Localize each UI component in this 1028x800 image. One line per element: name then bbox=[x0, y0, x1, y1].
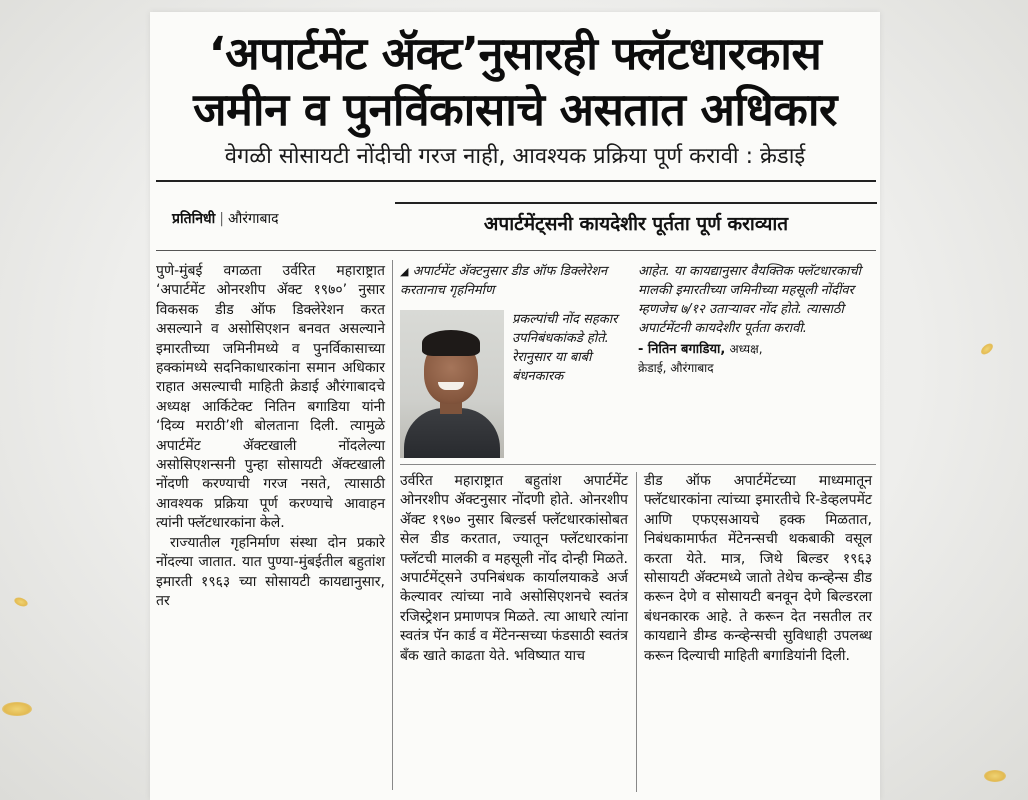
headline bbox=[150, 26, 880, 138]
divider-rule bbox=[156, 180, 876, 182]
subheadline: वेगळी सोसायटी नोंदीची गरज नाही, आवश्यक प्रक्रिया पूर्ण करावी : क्रेडाई bbox=[224, 144, 806, 169]
divider-rule-box bbox=[400, 464, 876, 465]
article-column-3: डीड ऑफ अपार्टमेंटच्या माध्यमातून फ्लॅटधारकांना त्यांच्या इमारतीचे रि-डेव्हलपमेंट आणि एफएसआयचे हक्क मिळतात, निबंधकामार्फत मेंटेनन्सची थकबाकी वसूल करता येते. मात्र, जिथे बिल्डर १९६३ सोसायटी ॲक्टमध्ये जातो तेथेच कन्व्हेन्स डीड करून देणे व सोसायटी बनवून देणे बिल्डरला बंधनकारक आहे. ते करून देत नसतील तर कायद्याने डीम्ड कन्व्हेन्सची सुविधाही उपलब्ध करून दिल्याची माहिती बगाडियांनी दिली. bbox=[644, 473, 872, 664]
article-column-1 bbox=[156, 262, 385, 611]
column-divider bbox=[636, 472, 637, 792]
byline-reporter: प्रतिनिधी bbox=[172, 211, 216, 227]
headline-line-1: ‘अपार्टमेंट ॲक्ट’नुसारही फ्लॅटधारकास bbox=[208, 27, 822, 80]
gold-spark-decoration bbox=[984, 770, 1006, 782]
article-column-2: उर्वरित महाराष्ट्रात बहुतांश अपार्टमेंट ओनरशीप ॲक्टनुसार नोंदणी होते. ओनरशीप ॲक्ट १९७० नुसार बिल्डर्स फ्लॅटधारकांसोबत सेल डीड करतात, ज्यातून फ्लॅटधारकांना फ्लॅटची मालकी व महसूली नोंद दोन्ही मिळते. अपार्टमेंट्सने उपनिबंधक कार्यालयाकडे अर्ज केल्यावर त्यांच्या नावे असोसिएशनचे स्वतंत्र रजिस्ट्रेशन प्रमाणपत्र मिळते. त्या आधारे त्यांना स्वतंत्र पॅन कार्ड व मेंटेनन्सच्या फंडसाठी स्वतंत्र बँक खाते काढता येते. भविष्यात याच bbox=[400, 473, 628, 664]
newspaper-clipping bbox=[150, 12, 880, 800]
portrait-photo bbox=[400, 310, 504, 458]
pull-quote-text: आहेत. या कायद्यानुसार वैयक्तिक फ्लॅटधारकाची मालकी इमारतीच्या जमिनीच्या महसूली नोंदींवर म्हणजेच ७/१२ उताऱ्यावर नोंद होते. त्यासाठी अपार्टमेंटनी कायदेशीर पूर्तता करावी. bbox=[638, 264, 861, 336]
box-heading-text: अपार्टमेंट्सनी कायदेशीर पूर्तता पूर्ण कराव्यात bbox=[483, 213, 789, 235]
pull-quote-continued bbox=[638, 262, 868, 378]
quote-organization: क्रेडाई, औरंगाबाद bbox=[638, 361, 714, 375]
byline-location: औरंगाबाद bbox=[227, 211, 279, 227]
column-divider bbox=[392, 260, 393, 790]
byline bbox=[172, 210, 279, 228]
quote-role: अध्यक्ष, bbox=[729, 342, 763, 356]
quote-signature: - नितिन बगाडिया, bbox=[638, 342, 726, 357]
headline-line-2: जमीन व पुनर्विकासाचे असतात अधिकार bbox=[193, 83, 837, 136]
divider-rule-thin bbox=[156, 250, 876, 251]
paragraph: राज्यातील गृहनिर्माण संस्था दोन प्रकारे नोंदल्या जातात. यात पुण्या-मुंबईतील बहुतांश इमारती १९६३ च्या सोसायटी कायद्यानुसार, तर bbox=[156, 534, 385, 609]
box-heading bbox=[395, 202, 877, 244]
paragraph: पुणे-मुंबई वगळता उर्वरित महाराष्ट्रात ‘अपार्टमेंट ओनरशीप ॲक्ट १९७०’ नुसार विकसक डीड ऑफ डिक्लेरेशन करत असल्याने व असोसिएशन बनवत असल्याने इमारतीच्या जमिनीमध्ये व पुनर्विकासाच्या हक्कांमध्ये सदनिकाधारकांना समान अधिकार राहात असल्याची माहिती क्रेडाई औरंगाबादचे अध्यक्ष आर्किटेक्ट नितिन बगाडिया यांनी ‘दिव्य मराठी’शी बोलताना दिली. त्यामुळे अपार्टमेंट ॲक्टखाली नोंदलेल्या असोसिएशन्सनी पुन्हा सोसायटी ॲक्टखाली नोंदणी करण्याची गरज नसते, त्यासाठी आवश्यक प्रक्रिया पूर्ण करण्याचे आवाहन त्यांनी फ्लॅटधारकांना केले. bbox=[156, 263, 385, 532]
pull-quote-lead: ◢ अपार्टमेंट ॲक्टनुसार डीड ऑफ डिक्लेरेशन करतानाच गृहनिर्माण bbox=[400, 264, 608, 298]
byline-separator: | bbox=[219, 211, 224, 227]
gold-spark-decoration bbox=[2, 702, 32, 716]
quote-marker-icon: ◢ bbox=[400, 265, 409, 278]
pull-quote-wrap: प्रकल्पांची नोंद सहकार उपनिबंधकांकडे होते. रेरानुसार या बाबी बंधनकारक bbox=[512, 312, 618, 384]
